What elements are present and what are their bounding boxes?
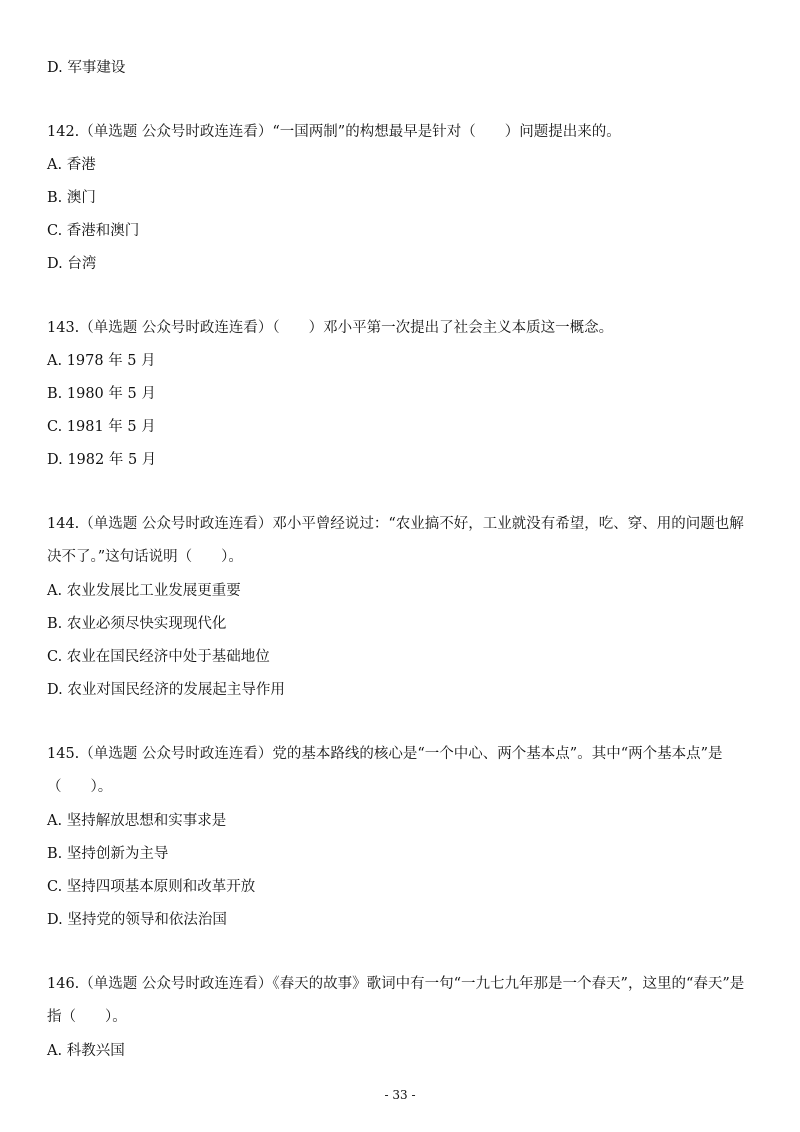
option-a: A. 坚持解放思想和实事求是	[47, 813, 227, 829]
option-b: B. 农业必须尽快实现现代化	[47, 616, 227, 632]
page-number: - 33 -	[384, 1088, 416, 1102]
option-d: D. 坚持党的领导和依法治国	[47, 912, 227, 928]
option-a: A. 科教兴国	[47, 1043, 125, 1059]
option-d: D. 1982 年 5 月	[47, 452, 157, 468]
question-142-stem: 142.（单选题 公众号时政连连看）“一国两制”的构想最早是针对（ ）问题提出来的。	[47, 124, 621, 140]
option-d: D. 军事建设	[47, 60, 126, 76]
question-144-stem: 144.（单选题 公众号时政连连看）邓小平曾经说过：“农业搞不好，工业就没有希望，吃、穿、用的问题也解决不了。”这句话说明（ ）。	[47, 516, 744, 565]
option-d: D. 台湾	[47, 256, 97, 272]
question-145-stem: 145.（单选题 公众号时政连连看）党的基本路线的核心是“一个中心、两个基本点”。其中“两个基本点”是（ ）。	[47, 746, 723, 795]
option-c: C. 香港和澳门	[47, 223, 140, 239]
option-b: B. 坚持创新为主导	[47, 846, 169, 862]
option-d: D. 农业对国民经济的发展起主导作用	[47, 682, 285, 698]
option-a: A. 香港	[47, 157, 96, 173]
option-c: C. 1981 年 5 月	[47, 419, 156, 435]
option-b: B. 澳门	[47, 190, 96, 206]
option-c: C. 坚持四项基本原则和改革开放	[47, 879, 256, 895]
option-a: A. 1978 年 5 月	[47, 353, 156, 369]
question-143-stem: 143.（单选题 公众号时政连连看）（ ）邓小平第一次提出了社会主义本质这一概念。	[47, 320, 614, 336]
option-b: B. 1980 年 5 月	[47, 386, 156, 402]
option-a: A. 农业发展比工业发展更重要	[47, 583, 241, 599]
question-146-stem: 146.（单选题 公众号时政连连看）《春天的故事》歌词中有一句“一九七九年那是一个春天”，这里的“春天”是指（ ）。	[47, 976, 745, 1025]
option-c: C. 农业在国民经济中处于基础地位	[47, 649, 270, 665]
